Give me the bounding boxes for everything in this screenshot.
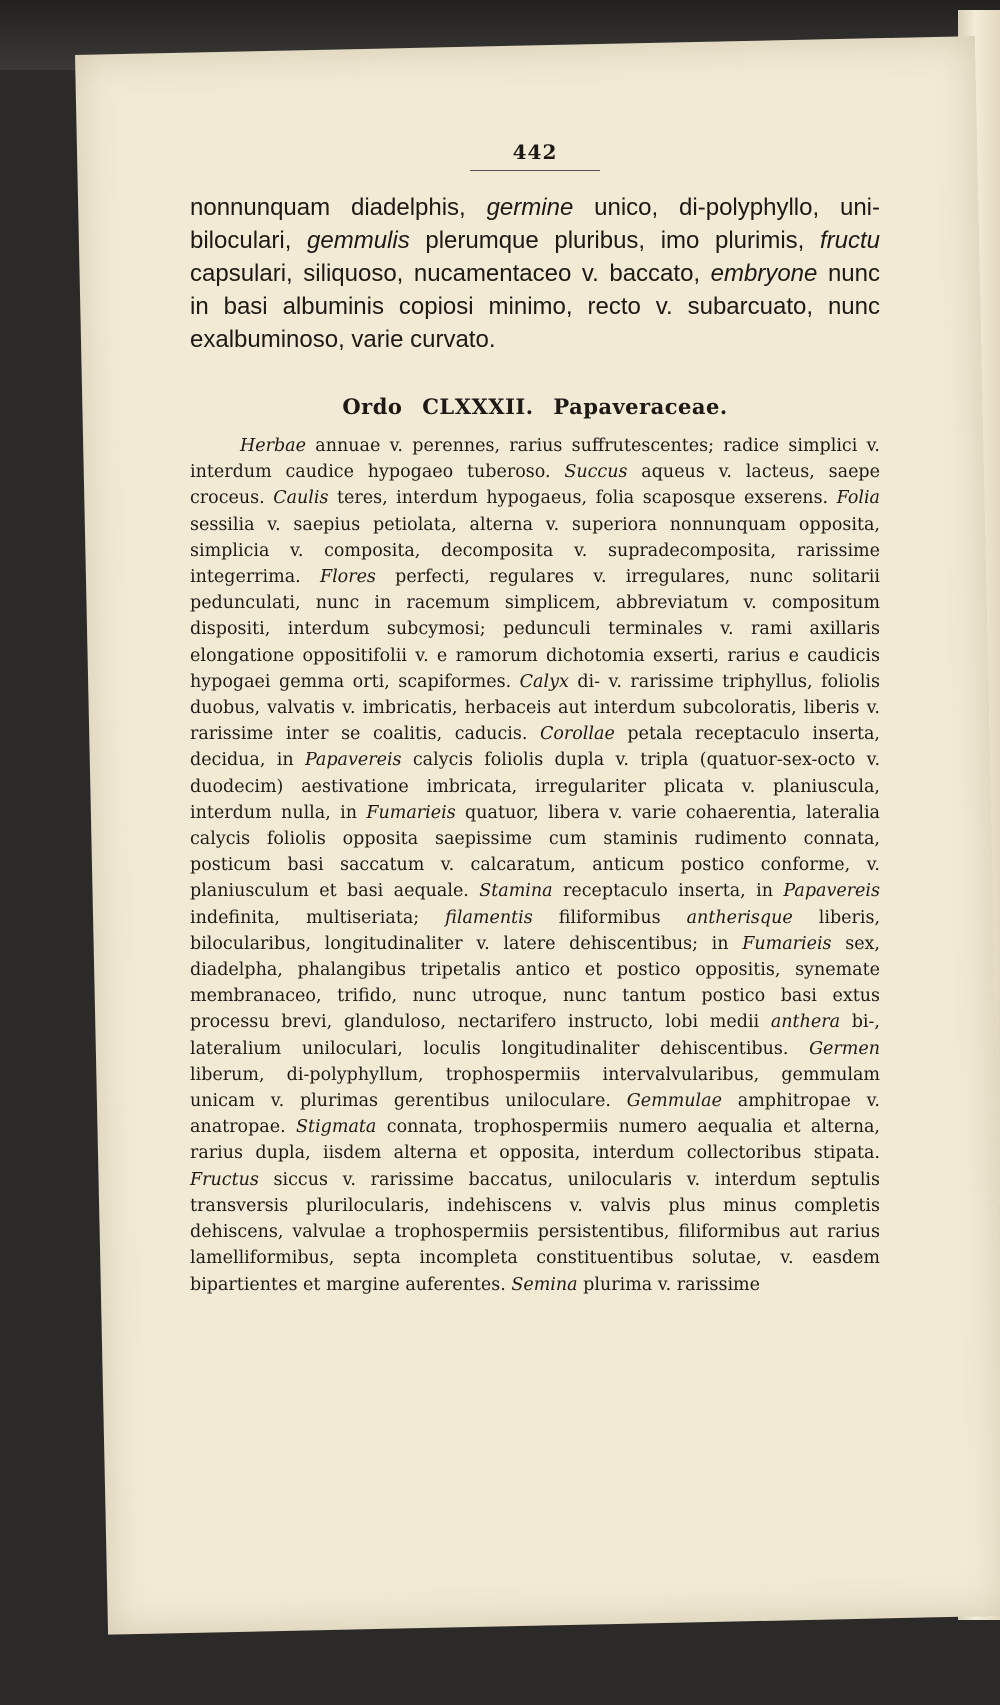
body-italic-term: Gemmulae (626, 1091, 722, 1112)
body-italic-term: Fructus (190, 1169, 259, 1190)
intro-paragraph: nonnunquam diadelphis, germine unico, di-polyphyllo, uni-biloculari, gemmulis plerumque pluribus, imo plurimis, fructu capsulari, siliquoso, nucamentaceo v. baccato, embryone nunc in basi albuminis copiosi minimo, recto v. subarcuato, nunc exalbuminoso, varie curvato. (190, 194, 881, 353)
description-paragraph: Herbae annuae v. perennes, rarius suffrutescentes; radice simplici v. interdum caudice hypogaeo tuberoso. Succus aqueus v. lacteus, saepe croceus. Caulis teres, interdum hypogaeus, folia scaposque exserens. Folia sessilia v. saepius petiolata, alterna v. superiora nonnunquam opposita, simplicia v. composita, decomposita v. supradecomposita, rarissime integerrima. Flores perfecti, regulares v. irregulares, nunc solitarii pedunculati, nunc in racemum simplicem, abbreviatum v. compositum dispositi, interdum subcymosi; pedunculi terminales v. rami axillaris elongatione oppositifolii v. e ramorum dichotomia exserti, rarius e caudicis hypogaei gemma orti, scapiformes. Calyx di- v. rarissime triphyllus, foliolis duobus, valvatis v. imbricatis, herbaceis aut interdum subcoloratis, liberis v. rarissime inter se coalitis, caducis. Corollae petala receptaculo inserta, decidua, in Papavereis calycis foliolis dupla v. tripla (quatuor-sex-octo v. duodecim) aestivatione imbricata, irregulariter plicata v. planiuscula, interdum nulla, in Fumarieis quatuor, libera v. varie cohaerentia, lateralia calycis foliolis opposita saepissime cum staminis rudimento connata, posticum basi saccatum v. calcaratum, anticum postico conforme, v. planiusculum et basi aequale. Stamina receptaculo inserta, in Papavereis indefinita, multiseriata; filamentis filiformibus antherisque liberis, bilocularibus, longitudinaliter v. latere dehiscentibus; in Fumarieis sex, diadelpha, phalangibus tripetalis antico et postico oppositis, synemate membranaceo, trifido, nunc utroque, nunc tantum postico basi extus processu brevi, glanduloso, nectarifero instructo, lobi medii anthera bi-, lateralium uniloculari, loculis longitudinaliter dehiscentibus. Germen liberum, di-polyphyllum, trophospermiis intervalvularibus, gemmulam unicam v. plurimas gerentibus uniloculare. Gemmulae amphitropae v. anatropae. Stigmata connata, trophospermiis numero aequalia et alterna, rarius dupla, iisdem alterna et opposita, interdum collectoribus stipata. Fructus siccus v. rarissime baccatus, unilocularis v. interdum septulis transversis plurilocularis, indehiscens v. valvis plus minus completis dehiscens, valvulae a trophospermiis persistentibus, filiformibus aut rarius lamelliformibus, septa incompleta constituentibus solutae, v. easdem bipartientes et margine auferentes. Semina plurima v. rarissime (190, 436, 881, 1295)
intro-italic-term: germine (486, 194, 574, 221)
body-italic-term: Fumarieis (366, 802, 456, 823)
intro-italic-term: gemmulis (307, 227, 410, 254)
body-italic-term: Papavereis (304, 750, 402, 771)
intro-italic-term: fructu (819, 227, 881, 254)
body-italic-term: Herbae (240, 436, 306, 456)
body-italic-term: antherisque (686, 907, 793, 928)
order-label: Ordo (342, 394, 403, 419)
body-italic-term: Germen (809, 1038, 880, 1059)
page-content (190, 140, 880, 1298)
page-number: 442 (512, 140, 558, 164)
body-italic-term: Papavereis (783, 881, 880, 902)
body-italic-term: Corollae (539, 724, 615, 745)
body-italic-term: Semina (511, 1274, 578, 1295)
body-italic-term: Folia (836, 488, 880, 509)
body-italic-term: Stamina (479, 881, 553, 902)
body-italic-term: Fumarieis (742, 933, 832, 954)
order-number: CLXXXII. (422, 394, 534, 419)
body-italic-term: anthera (770, 1012, 841, 1033)
intro-italic-term: embryone (710, 260, 818, 287)
order-heading (190, 394, 880, 419)
body-italic-term: Calyx (519, 671, 569, 692)
header-rule (470, 170, 600, 171)
body-italic-term: Caulis (273, 488, 329, 509)
body-italic-term: Succus (564, 462, 628, 483)
body-italic-term: filamentis (445, 907, 533, 928)
order-name: Papaveraceae. (553, 394, 728, 419)
body-italic-term: Stigmata (296, 1117, 377, 1138)
body-italic-term: Flores (319, 567, 376, 588)
